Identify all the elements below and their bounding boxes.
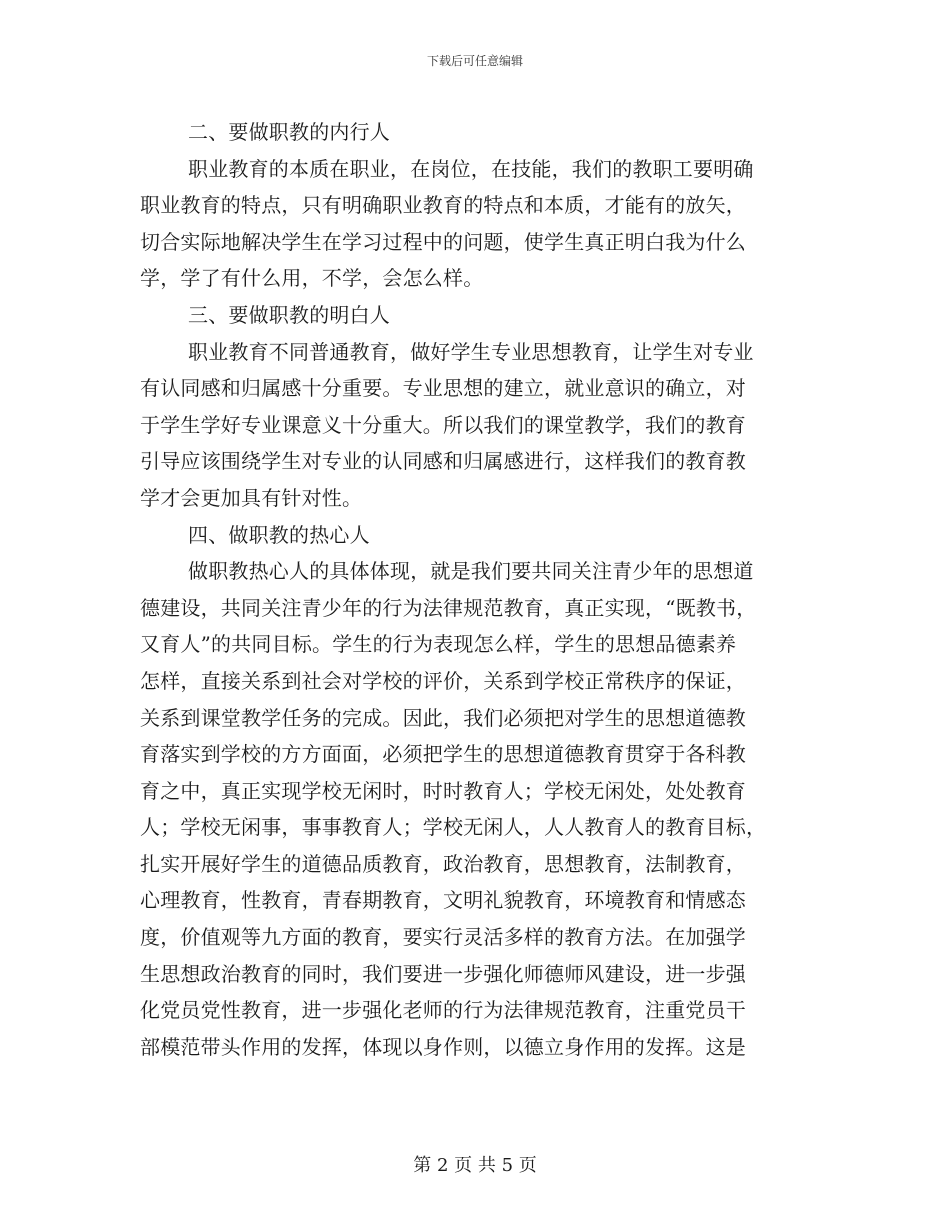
paragraph-line: 育之中，真正实现学校无闲时，时时教育人；学校无闲处，处处教育 [140, 778, 746, 803]
paragraph-line: 生思想政治教育的同时，我们要进一步强化师德师风建设，进一步强 [140, 961, 746, 986]
paragraph-line: 职业教育的本质在职业，在岗位，在技能，我们的教职工要明确 [188, 156, 754, 181]
paragraph-line: 怎样，直接关系到社会对学校的评价，关系到学校正常秩序的保证， [140, 668, 746, 693]
paragraph-line: 做职教热心人的具体体现，就是我们要共同关注青少年的思想道 [188, 559, 754, 584]
paragraph-line: 于学生学好专业课意义十分重大。所以我们的课堂教学，我们的教育 [140, 412, 746, 437]
section-heading: 四、做职教的热心人 [188, 522, 370, 547]
paragraph-line: 职业教育的特点，只有明确职业教育的特点和本质，才能有的放矢， [140, 193, 746, 218]
document-body [140, 114, 810, 1065]
paragraph-line: 切合实际地解决学生在学习过程中的问题，使学生真正明白我为什么 [140, 229, 746, 254]
paragraph-line: 职业教育不同普通教育，做好学生专业思想教育，让学生对专业 [188, 339, 754, 364]
paragraph-line: 育落实到学校的方方面面，必须把学生的思想道德教育贯穿于各科教 [140, 742, 746, 767]
paragraph-line: 德建设，共同关注青少年的行为法律规范教育，真正实现，“既教书， [140, 595, 757, 620]
page-number: 第 2 页 共 5 页 [413, 1155, 537, 1176]
section-heading: 三、要做职教的明白人 [188, 302, 390, 327]
paragraph-line: 有认同感和归属感十分重要。专业思想的建立，就业意识的确立，对 [140, 376, 746, 401]
paragraph-line: 度，价值观等九方面的教育，要实行灵活多样的教育方法。在加强学 [140, 925, 746, 950]
paragraph-line: 扎实开展好学生的道德品质教育，政治教育，思想教育，法制教育， [140, 851, 746, 876]
paragraph-line: 学，学了有什么用，不学，会怎么样。 [140, 266, 484, 291]
section-heading: 二、要做职教的内行人 [188, 120, 390, 144]
paragraph-line: 人；学校无闲事，事事教育人；学校无闲人，人人教育人的教育目标， [140, 815, 767, 840]
paragraph-line: 引导应该围绕学生对专业的认同感和归属感进行，这样我们的教育教 [140, 449, 746, 474]
paragraph-line: 心理教育，性教育，青春期教育，文明礼貌教育，环境教育和情感态 [140, 888, 746, 913]
paragraph-line: 部模范带头作用的发挥，体现以身作则，以德立身作用的发挥。这是 [140, 1034, 746, 1059]
paragraph-line: 又育人”的共同目标。学生的行为表现怎么样，学生的思想品德素养 [140, 632, 737, 657]
page-header: 下载后可任意编辑 [426, 54, 523, 68]
paragraph-line: 学才会更加具有针对性。 [140, 485, 363, 510]
paragraph-line: 关系到课堂教学任务的完成。因此，我们必须把对学生的思想道德教 [140, 705, 746, 730]
paragraph-line: 化党员党性教育，进一步强化老师的行为法律规范教育，注重党员干 [140, 998, 746, 1023]
